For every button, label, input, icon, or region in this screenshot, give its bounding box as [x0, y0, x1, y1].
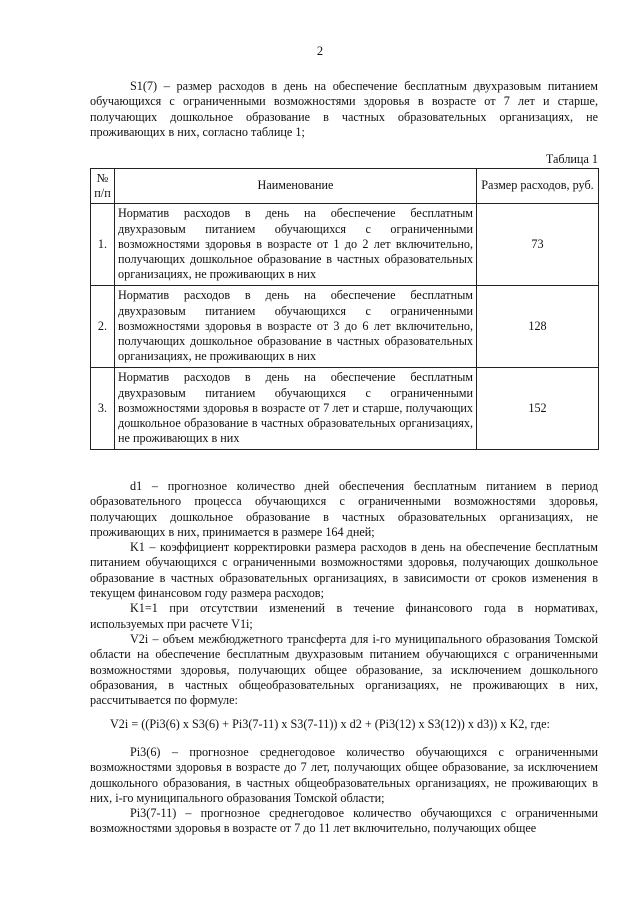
v2i-paragraph: V2i – объем межбюджетного трансферта для i-го муниципального образования Томской области на обеспечение бесплатным двухразовым питанием обучающихся с ограниченными возможностями здоровья, получающих общее образование, за исключением дошкольного образования, в частных общеобразовательных организациях, не проживающих в них, рассчитывается по формуле: — [90, 631, 598, 708]
v2i-formula: V2i = ((Pi3(6) x S3(6) + Pi3(7-11) x S3(7-11)) x d2 + (Pi3(12) x S3(12)) x d3)) x K2, где: — [110, 717, 550, 731]
row-num: 1. — [91, 204, 115, 286]
d1-paragraph: d1 – прогнозное количество дней обеспечения бесплатным питанием в период образовательного процесса обучающихся с ограниченными возможностями здоровья, получающих дошкольное образование в частных образовательных организациях, не проживающих в них, принимается в размере 164 дней; — [90, 479, 598, 539]
row-value: 128 — [477, 286, 599, 368]
row-name: Норматив расходов в день на обеспечение бесплатным двухразовым питанием обучающихся с ограниченными возможностями здоровья в возрасте от 3 до 6 лет включительно, получающих дошкольное образование в частных образовательных организациях, не проживающих в них — [115, 286, 477, 368]
intro-paragraph: S1(7) – размер расходов в день на обеспечение бесплатным двухразовым питанием обучающихся с ограниченными возможностями здоровья в возрасте от 7 лет и старше, получающих дошкольное образование в частных образовательных организациях, не проживающих в них, согласно таблице 1; — [90, 79, 598, 139]
pi36-paragraph: Pi3(6) – прогнозное среднегодовое количество обучающихся с ограниченными возможностями здоровья в возрасте до 7 лет, получающих общее образование, за исключением дошкольного образования, в частных общеобразовательных организациях, не проживающих в них, i-го муниципального образования Томской области; — [90, 745, 598, 805]
header-num: № п/п — [91, 169, 115, 204]
k1-equals-paragraph: K1=1 при отсутствии изменений в течение финансового года в нормативах, используемых при расчете V1i; — [90, 601, 598, 631]
body-text — [90, 479, 598, 708]
row-num: 2. — [91, 286, 115, 368]
row-value: 73 — [477, 204, 599, 286]
header-name: Наименование — [115, 169, 477, 204]
row-name: Норматив расходов в день на обеспечение бесплатным двухразовым питанием обучающихся с ограниченными возможностями здоровья в возрасте от 1 до 2 лет включительно, получающих дошкольное образование в частных образовательных организациях, не проживающих в них — [115, 204, 477, 286]
table-header-row — [91, 169, 599, 204]
row-value: 152 — [477, 368, 599, 450]
page-number: 2 — [316, 44, 324, 58]
header-size: Размер расходов, руб. — [477, 169, 599, 204]
table-row — [91, 368, 599, 450]
table-row — [91, 204, 599, 286]
row-num: 3. — [91, 368, 115, 450]
pi3711-paragraph: Pi3(7-11) – прогнозное среднегодовое количество обучающихся с ограниченными возможностями здоровья в возрасте от 7 до 11 лет включительно, получающих общее — [90, 806, 598, 836]
k1-paragraph: K1 – коэффициент корректировки размера расходов в день на обеспечение бесплатным питанием обучающихся с ограниченными возможностями здоровья, получающих дошкольное образование в частных образовательных организациях, в зависимости от сроков изменения в текущем финансовом году размера расходов; — [90, 540, 598, 601]
table-caption: Таблица 1 — [545, 152, 598, 166]
table-row — [91, 286, 599, 368]
row-name: Норматив расходов в день на обеспечение бесплатным двухразовым питанием обучающихся с ограниченными возможностями здоровья в возрасте от 7 лет и старше, получающих дошкольное образование в частных образовательных организациях, не проживающих в них — [115, 368, 477, 450]
definitions-text — [90, 745, 598, 837]
norms-table — [90, 168, 599, 450]
